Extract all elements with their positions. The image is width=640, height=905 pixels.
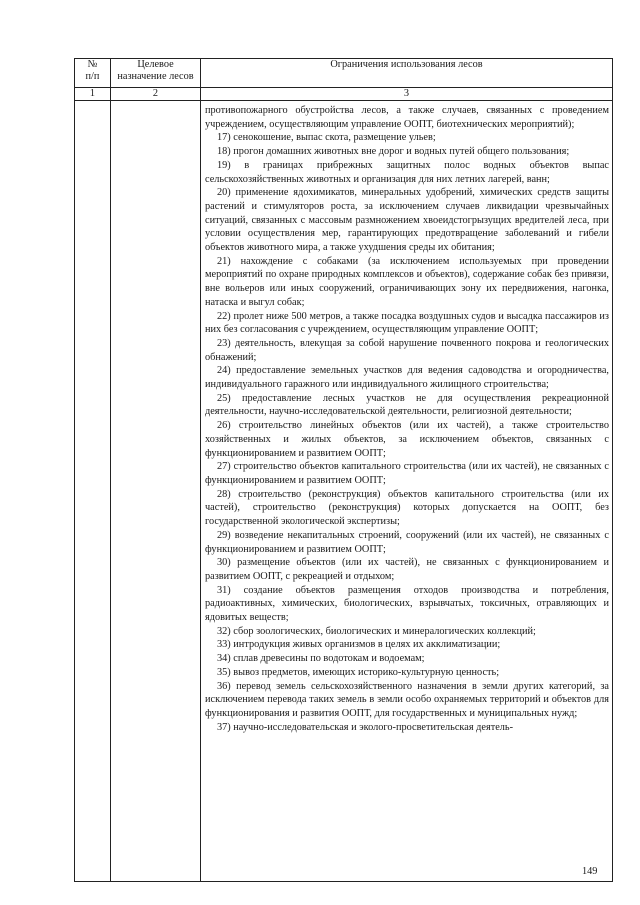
restriction-item: 26) строительство линейных объектов (или их частей), а также строительство хозяйственных и жилых объектов, за исключением объектов, связанных с функционированием и развитием ООПТ; — [205, 420, 609, 459]
restriction-item: 22) пролет ниже 500 метров, а также посадка воздушных судов и высадка пассажиров из них без согласования с учреждением, осуществляющим управление ООПТ; — [205, 310, 609, 336]
restriction-item: 35) вывоз предметов, имеющих историко-культурную ценность; — [217, 666, 500, 678]
restriction-item: 27) строительство объектов капитального строительства (или их частей), не связанных с функционированием и развитием ООПТ; — [205, 461, 609, 486]
restriction-item: 31) создание объектов размещения отходов производства и потребления, радиоактивных, химических, биологических, взрывчатых, токсичных, отравляющих и ядовитых веществ; — [205, 584, 609, 624]
table-header-row — [75, 59, 613, 88]
column-number-3: 3 — [201, 88, 613, 101]
restriction-item: 30) размещение объектов (или их частей), не связанных с функционированием и развитием ООПТ, с рекреацией и отдыхом; — [205, 557, 609, 582]
header-purpose: Целевое назначение лесов — [111, 59, 201, 88]
table-row — [75, 101, 613, 882]
restriction-item: 34) сплав древесины по водотокам и водоемам; — [217, 653, 425, 665]
restriction-item: 17) сенокошение, выпас скота, размещение ульев; — [217, 132, 436, 144]
restriction-item: 28) строительство (реконструкция) объектов капитального строительства (или их частей), строительство (реконструкция) которых допускается на ООПТ, без государственной экологической экспертизы; — [205, 488, 609, 528]
restriction-item: противопожарного обустройства лесов, а также случаев, связанных с проведением учреждением, осуществляющим управление ООПТ, биотехнических мероприятий); — [205, 105, 609, 130]
column-number-1: 1 — [75, 88, 111, 101]
empty-number-cell — [75, 101, 111, 882]
column-number-row — [75, 88, 613, 101]
restriction-item: 20) применение ядохимикатов, минеральных удобрений, химических средств защиты растений и стимуляторов роста, за исключением случаев ликвидации чрезвычайных ситуаций, связанных с массовым размножением хвоеидстогрызущих вредителей леса, при условии осуществления мер, гарантирующих предотвращение заболеваний и гибели объектов животного мира, а также ухудшения среды их обитания; — [205, 187, 609, 254]
restriction-item: 18) прогон домашних животных вне дорог и водных путей общего пользования; — [217, 146, 570, 158]
column-number-2: 2 — [111, 88, 201, 101]
header-restrictions: Ограничения использования лесов — [201, 59, 613, 88]
empty-purpose-cell — [111, 101, 201, 882]
restriction-item: 32) сбор зоологических, биологических и минералогических коллекций; — [217, 625, 536, 637]
restriction-item: 25) предоставление лесных участков не для осуществления рекреационной деятельности, научно-исследовательской деятельности, религиозной деятельности; — [205, 392, 609, 418]
restriction-item: 23) деятельность, влекущая за собой нарушение почвенного покрова и геологических обнажений; — [205, 337, 609, 363]
restrictions-table — [74, 58, 613, 882]
restriction-item: 29) возведение некапитальных строений, сооружений (или их частей), не связанных с функционированием и развитием ООПТ; — [205, 529, 609, 555]
restriction-item: 24) предоставление земельных участков для ведения садоводства и огородничества, индивидуального гаражного или индивидуального жилищного строительства; — [205, 365, 609, 391]
restriction-item: 37) научно-исследовательская и эколого-просветительская деятель- — [217, 721, 514, 733]
restrictions-cell — [201, 101, 613, 882]
header-number: № п/п — [75, 59, 111, 88]
restriction-item: 36) перевод земель сельскохозяйственного назначения в земли других категорий, за исключением перевода таких земель в земли особо охраняемых территорий и объектов для функционирования и развития ООПТ, для государственных и муниципальных нужд; — [205, 680, 609, 719]
restriction-item: 21) нахождение с собаками (за исключением используемых при проведении мероприятий по охране природных комплексов и объектов), содержание собак без привязи, вне вольеров или иных сооружений, ограничивающих зону их передвижения, нагонка, натаска и выгул собак; — [205, 255, 609, 308]
restriction-item: 33) интродукция живых организмов в целях их акклиматизации; — [217, 639, 501, 651]
restriction-item: 19) в границах прибрежных защитных полос водных объектов выпас сельскохозяйственных животных и организация для них летних лагерей, ванн; — [205, 159, 609, 185]
page-number: 149 — [582, 866, 598, 877]
